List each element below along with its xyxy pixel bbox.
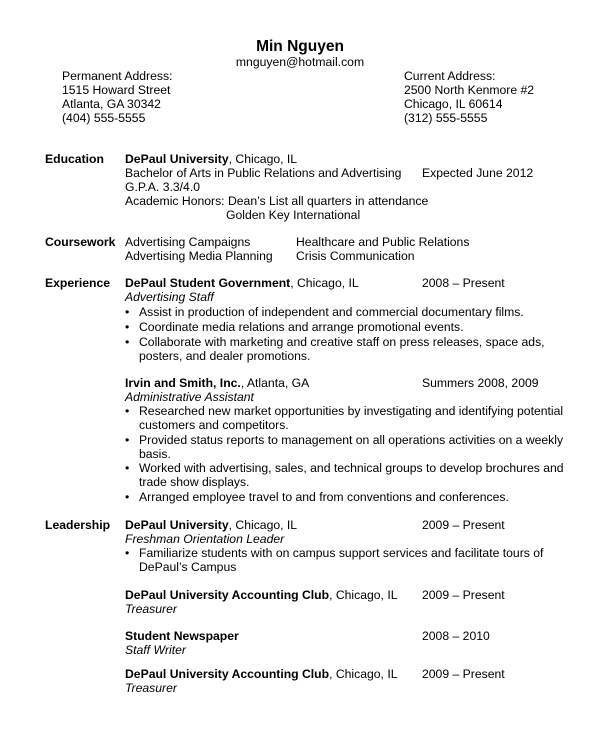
bullet-text-continued: basis. [139, 447, 171, 461]
bullet-text: Familiarize students with on campus support services and facilitate tours of [139, 546, 544, 560]
permanent-street: 1515 Howard Street [62, 83, 171, 97]
permanent-address-label: Permanent Address: [62, 69, 173, 83]
job-org: DePaul Student Government [125, 276, 291, 290]
role-org: DePaul University Accounting Club [125, 588, 330, 602]
gpa: G.P.A. 3.3/4.0 [125, 180, 200, 194]
bullet-text: Worked with advertising, sales, and technical groups to develop brochures and [139, 461, 564, 475]
academic-honors-2: Golden Key International [226, 208, 361, 222]
bullet-icon: • [125, 490, 130, 504]
school-name: DePaul University [125, 152, 229, 166]
bullet-text-continued: posters, and dealer promotions. [139, 349, 311, 363]
section-label-education: Education [45, 152, 104, 166]
role-dates: 2008 – 2010 [422, 629, 490, 643]
role-title: Freshman Orientation Leader [125, 532, 285, 546]
current-street: 2500 North Kenmore #2 [404, 83, 535, 97]
role-dates: 2009 – Present [422, 518, 505, 532]
role-org-line [125, 667, 398, 681]
role-location: , Chicago, IL [228, 518, 298, 532]
job-location: , Atlanta, GA [240, 376, 310, 390]
course-item: Advertising Media Planning [125, 249, 273, 263]
degree: Bachelor of Arts in Public Relations and Advertising [125, 166, 402, 180]
expected-graduation: Expected June 2012 [422, 166, 534, 180]
email-address: mnguyen@hotmail.com [235, 55, 365, 69]
job-title: Administrative Assistant [125, 390, 254, 404]
current-phone: (312) 555-5555 [404, 111, 488, 125]
role-title: Treasurer [125, 602, 177, 616]
current-address-label: Current Address: [404, 69, 496, 83]
bullet-text: Coordinate media relations and arrange promotional events. [139, 320, 464, 334]
role-org-line [125, 588, 398, 602]
job-org-line [125, 276, 359, 290]
role-dates: 2009 – Present [422, 667, 505, 681]
job-location: , Chicago, IL [290, 276, 359, 290]
bullet-text-continued: DePaul’s Campus [139, 560, 237, 574]
section-label-leadership: Leadership [45, 518, 111, 532]
role-org: DePaul University [125, 518, 229, 532]
candidate-name: Min Nguyen [256, 38, 344, 55]
job-title: Advertising Staff [125, 290, 214, 304]
bullet-icon: • [125, 461, 130, 475]
role-title: Staff Writer [125, 643, 186, 657]
role-org-line [125, 518, 297, 532]
job-dates: Summers 2008, 2009 [422, 376, 539, 390]
school-location: , Chicago, IL [228, 152, 298, 166]
job-org-line [125, 376, 309, 390]
role-org: DePaul University Accounting Club [125, 667, 330, 681]
job-dates: 2008 – Present [422, 276, 505, 290]
bullet-icon: • [125, 335, 130, 349]
role-location: , Chicago, IL [329, 667, 398, 681]
bullet-text: Collaborate with marketing and creative staff on press releases, space ads, [139, 335, 545, 349]
course-item: Advertising Campaigns [125, 235, 251, 249]
section-label-experience: Experience [45, 276, 111, 290]
academic-honors: Academic Honors: Dean’s List all quarters in attendance [125, 194, 429, 208]
current-city: Chicago, IL 60614 [404, 97, 503, 111]
education-school-line [125, 152, 297, 166]
bullet-icon: • [125, 433, 130, 447]
role-location: , Chicago, IL [329, 588, 398, 602]
bullet-text: Researched new market opportunities by investigating and identifying potential [139, 404, 564, 418]
permanent-phone: (404) 555-5555 [62, 111, 146, 125]
course-item: Healthcare and Public Relations [296, 235, 470, 249]
job-org: Irvin and Smith, Inc. [125, 376, 241, 390]
section-label-coursework: Coursework [45, 235, 116, 249]
role-dates: 2009 – Present [422, 588, 505, 602]
bullet-icon: • [125, 546, 130, 560]
bullet-icon: • [125, 404, 130, 418]
bullet-text-continued: customers and competitors. [139, 418, 289, 432]
bullet-icon: • [125, 305, 130, 319]
role-title: Treasurer [125, 681, 177, 695]
role-org: Student Newspaper [125, 629, 239, 643]
bullet-text: Assist in production of independent and commercial documentary films. [139, 305, 524, 319]
bullet-text: Arranged employee travel to and from conventions and conferences. [139, 490, 509, 504]
permanent-city: Atlanta, GA 30342 [62, 97, 161, 111]
bullet-text-continued: trade show displays. [139, 475, 250, 489]
course-item: Crisis Communication [296, 249, 415, 263]
bullet-icon: • [125, 320, 130, 334]
bullet-text: Provided status reports to management on all operations activities on a weekly [139, 433, 564, 447]
